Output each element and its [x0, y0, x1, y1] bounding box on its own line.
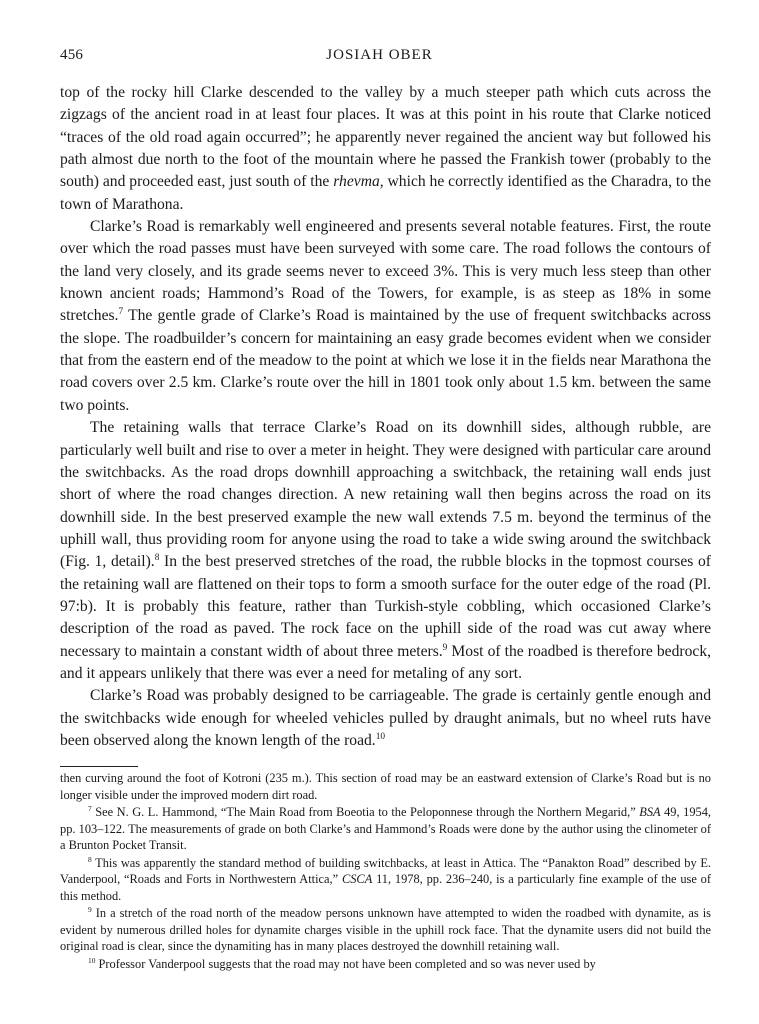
footnote-10-number: 10	[88, 955, 96, 965]
p1-text-2: , which he correctly identified as the Charadra, to the town of Marathona.	[60, 173, 711, 213]
footnote-9	[60, 905, 711, 955]
footnotes	[60, 770, 711, 972]
page-header	[60, 47, 699, 69]
body-text	[60, 82, 711, 752]
p3-text-3: Most of the roadbed is therefore bedrock, and it appears unlikely that there was ever a need for metaling of any sort.	[60, 642, 712, 682]
p4-text-1: Clarke’s Road was probably designed to be carriageable. The grade is certainly gentle enough and the switchbacks wide enough for wheeled vehicles pulled by draught animals, but no wheel ruts have been observed along the known length of the road.	[60, 687, 711, 749]
footnote-8	[60, 855, 711, 905]
footnote-ref-9: 9	[442, 642, 448, 653]
footnote-8-text-1: This was apparently the standard method of building switchbacks, at least in Attica. The “Panakton Road” described by E. Vanderpool, “Roads and Forts in Northwestern Attica,”	[60, 855, 711, 886]
footnote-7-text-1: See N. G. L. Hammond, “The Main Road from Boeotia to the Peloponnese through the Northern Megarid,”	[91, 805, 640, 819]
paragraph-2	[60, 216, 711, 417]
p2-text-1: Clarke’s Road is remarkably well engineered and presents several notable features. First, the route over which the road passes must have been surveyed with some care. The road follows the contours of the land very closely, and its grade seems never to exceed 3%. This is very much less steep than other known ancient roads; Hammond’s Road of the Towers, for example, is as steep as 18% in some stretches.	[60, 218, 711, 325]
footnote-8-italic-csca: CSCA	[341, 872, 373, 886]
footnote-8-text-2: 11, 1978, pp. 236–240, is a particularly fine example of the use of this method.	[60, 872, 711, 903]
footnote-7-italic-bsa: BSA	[639, 805, 661, 819]
paragraph-4	[60, 685, 711, 752]
footnote-ref-7: 7	[118, 307, 124, 318]
footnote-10-text-1: Professor Vanderpool suggests that the road may not have been completed and so was never used by	[95, 956, 596, 971]
footnote-9-text-1: In a stretch of the road north of the meadow persons unknown have attempted to widen the roadbed with dynamite, as is evident by numerous drilled holes for dynamite charges visible in the uphill rock face. That the dynamite users did not build the original road is clear, since the dynamiting has in many places destroyed the downhill retaining wall.	[60, 906, 711, 953]
footnote-10	[60, 956, 711, 973]
paragraph-1	[60, 82, 711, 216]
footnote-ref-8: 8	[154, 553, 160, 564]
footnote-8-number: 8	[88, 854, 92, 864]
p1-text-1: top of the rocky hill Clarke descended to the valley by a much steeper path which cuts across the zigzags of the ancient road in at least four places. It was at this point in his route that Clarke noticed “traces of the old road again occurred”; he apparently never regained the ancient way but followed his path almost due north to the foot of the mountain where he passed the Frankish tower (probably to the south) and proceeded east, just south of the	[60, 84, 711, 191]
footnote-7-number: 7	[88, 804, 92, 814]
running-head: JOSIAH OBER	[326, 47, 433, 63]
p2-text-2: The gentle grade of Clarke’s Road is maintained by the use of frequent switchbacks across the slope. The roadbuilder’s concern for maintaining an easy grade becomes evident when we consider that from the eastern end of the meadow to the point at which we lose it in the fields near Marathona the road covers over 2.5 km. Clarke’s route over the hill in 1801 took only about 1.5 km. between the same two points.	[60, 307, 711, 414]
p3-text-1: The retaining walls that terrace Clarke’s Road on its downhill sides, although rubble, are particularly well built and rise to over a meter in height. They were designed with particular care around the switchbacks. As the road drops downhill approaching a switchback, the retaining wall ends just short of where the road changes direction. A new retaining wall then begins across the road on its downhill side. In the best preserved example the new wall extends 7.5 m. beyond the terminus of the uphill wall, thus providing room for anyone using the road to take a wide swing around the switchback (Fig. 1, detail).	[60, 419, 711, 571]
footnote-9-number: 9	[88, 905, 92, 915]
footnote-ref-10: 10	[375, 731, 386, 742]
footnote-7-text-2: 49, 1954, pp. 103–122. The measurements of grade on both Clarke’s and Hammond’s Roads were done by the author using the clinometer of a Brunton Pocket Transit.	[60, 805, 712, 852]
p1-italic-rhevma: rhevma	[333, 173, 380, 191]
p3-text-2: In the best preserved stretches of the road, the rubble blocks in the topmost courses of the retaining wall are flattened on their tops to form a smooth surface for the outer edge of the road (Pl. 97:b). It is probably this feature, rather than Turkish-style cobbling, which occasioned Clarke’s description of the road as paved. The rock face on the uphill side of the road was cut away where necessary to maintain a constant width of about three meters.	[60, 553, 711, 660]
footnote-divider	[60, 766, 138, 767]
paragraph-3	[60, 417, 711, 685]
footnote-continuation: then curving around the foot of Kotroni (235 m.). This section of road may be an eastward extension of Clarke’s Road but is no longer visible under the improved modern dirt road.	[60, 771, 711, 802]
footnote-7	[60, 804, 711, 854]
page-number: 456	[60, 47, 84, 63]
